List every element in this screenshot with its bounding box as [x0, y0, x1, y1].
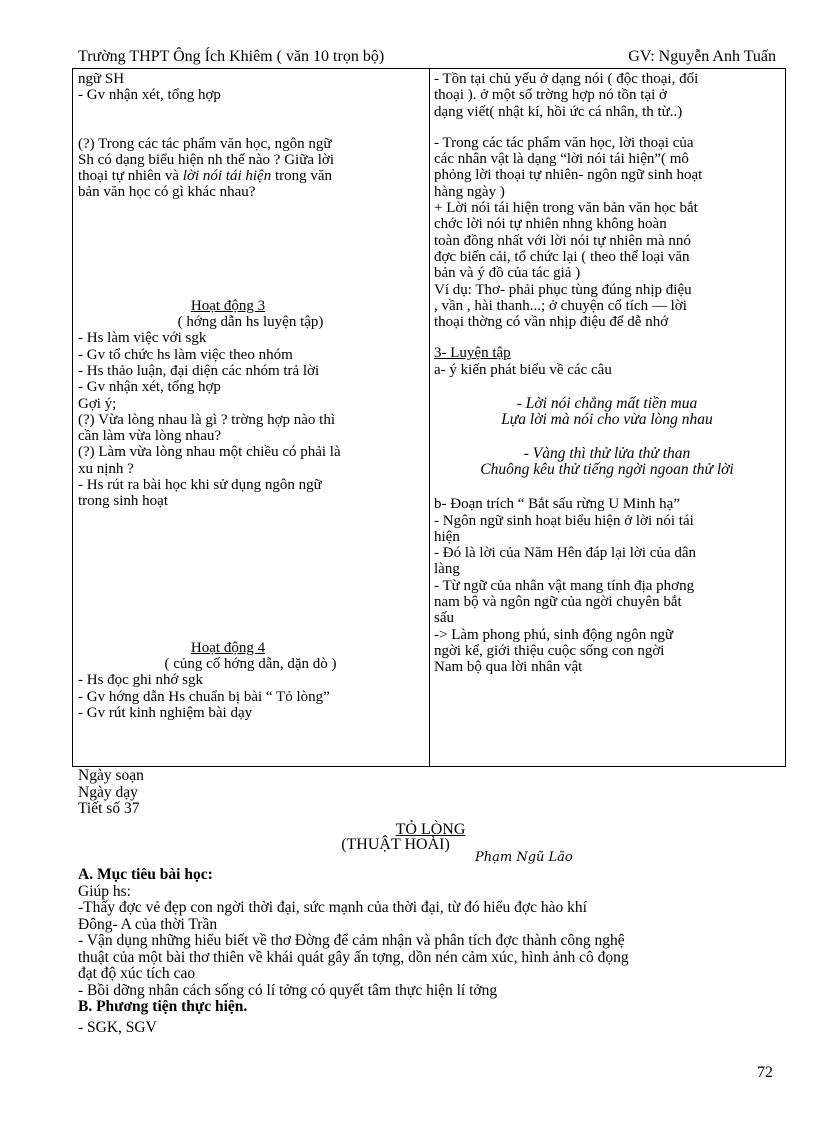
text-line: - Gv hớng dẫn Hs chuẩn bị bài “ Tỏ lòng”: [78, 688, 330, 705]
period-number: Tiết số 37: [78, 800, 140, 817]
text-line: (?) Trong các tác phẩm văn học, ngôn ngữ: [78, 135, 332, 152]
text-line: Nam bộ qua lời nhân vật: [434, 659, 583, 676]
text-line: Sh có dạng biểu hiện nh thế nào ? Giữa lời: [78, 151, 335, 168]
text-line: b- Đoạn trích “ Bắt sấu rừng U Minh hạ”: [434, 496, 680, 513]
text-part: trong văn: [271, 168, 333, 185]
text-line: sấu: [434, 610, 454, 627]
text-line: - Tồn tại chủ yếu ở dạng nói ( độc thoại, đối: [434, 71, 699, 87]
text-line: -Thấy đợc vẻ đẹp con ngời thời đại, sức mạnh của thời đại, từ đó hiểu đợc hào khí: [78, 899, 587, 916]
lesson-table: [72, 69, 786, 767]
text-line: bản văn học có gì khác nhau?: [78, 184, 256, 201]
text-line: - Hs thảo luận, đại diện các nhóm trả lời: [78, 362, 320, 379]
text-line-mixed: [78, 168, 423, 184]
activity-4-title: Hoạt động 4: [190, 639, 266, 656]
proverb-line: - Lời nói chẳng mất tiền mua: [516, 395, 698, 413]
date-prepared: Ngày soạn: [78, 767, 144, 784]
text-line: Đông- A của thời Trần: [78, 915, 218, 933]
text-line: chớc lời nói tự nhiên nhng không hoàn: [434, 216, 667, 233]
text-line: trong sinh hoạt: [78, 493, 168, 510]
text-line: các nhân vật là dạng “lời nói tái hiện”( mô: [434, 151, 689, 168]
text-line: + Lời nói tái hiện trong văn bản văn học bắt: [434, 200, 698, 217]
text-line: thuật của một bài thơ thiên về khái quát gây ấn tợng, dồn nén cảm xúc, hình ảnh cô đọng: [78, 948, 629, 966]
text-line: đợc biến cải, tổ chức lại ( theo thể loại văn: [434, 248, 690, 265]
text-line: Gợi ý;: [78, 395, 117, 412]
section-a-heading: A. Mục tiêu bài học:: [78, 866, 213, 883]
text-line: (?) Làm vừa lòng nhau một chiều có phải là: [78, 444, 341, 461]
proverb-line: Lựa lời mà nói cho vừa lòng nhau: [501, 411, 713, 429]
text-line: , vần , hài thanh...; ở chuyện cổ tích — lời: [434, 297, 687, 314]
text-line: - Gv tổ chức hs làm việc theo nhóm: [78, 346, 293, 363]
text-line: - Gv rút kinh nghiệm bài dạy: [78, 704, 253, 721]
author-name: Phạm Ngũ Lão: [475, 850, 573, 865]
text-line: - Hs rút ra bài học khi sử dụng ngôn ngữ: [78, 477, 322, 494]
page-header: [78, 48, 776, 68]
lesson-objectives: [78, 867, 778, 1036]
text-line: hàng ngày ): [434, 183, 505, 200]
title-sub: (THUẬT HOÀI): [341, 836, 450, 853]
column-divider: [429, 69, 430, 766]
page-number: 72: [757, 1064, 773, 1081]
text-line: - Hs làm việc với sgk: [78, 330, 207, 347]
text-line: - Trong các tác phẩm văn học, lời thoại của: [434, 134, 694, 151]
text-line: - Gv nhận xét, tổng hợp: [78, 379, 221, 396]
proverb-line: Chuông kêu thử tiếng ngời ngoan thử lời: [480, 460, 734, 478]
activity-4-subtitle: ( củng cố hớng dẫn, dặn dò ): [164, 655, 337, 672]
text-line: ngữ SH: [78, 71, 125, 87]
activity-3-subtitle: ( hớng dẫn hs luyện tập): [177, 314, 324, 331]
text-line: Ví dụ: Thơ- phải phục tùng đúng nhịp điệu: [434, 281, 692, 298]
teacher-activity-column: [78, 71, 423, 721]
lesson-title: [0, 822, 816, 852]
practice-heading: 3- Luyện tập: [434, 345, 511, 362]
text-line: - Ngôn ngữ sinh hoạt biểu hiện ở lời nói tái: [434, 512, 694, 529]
lesson-meta: [78, 768, 144, 818]
italic-term: lời nói tái hiện: [182, 168, 272, 185]
text-line: làng: [434, 561, 460, 578]
text-line: - SGK, SGV: [78, 1018, 157, 1036]
section-b-heading: B. Phương tiện thực hiện.: [78, 998, 248, 1015]
text-line: đạt độ xúc tích cao: [78, 965, 196, 982]
text-line: toàn đồng nhất với lời nói tự nhiên mà nnó: [434, 232, 691, 249]
text-line: - Bồi dỡng nhân cách sống có lí tởng có quyết tâm thực hiện lí tởng: [78, 981, 498, 999]
proverb-line: - Vàng thì thử lửa thử than: [523, 444, 691, 462]
text-line: - Vận dụng những hiểu biết về thơ Đờng để cảm nhận và phân tích đợc thành công nghệ: [78, 932, 625, 949]
text-line: cần làm vừa lòng nhau?: [78, 428, 222, 445]
content-column: [434, 71, 780, 676]
text-line: xu nịnh ?: [78, 460, 134, 477]
text-line: - Hs đọc ghi nhớ sgk: [78, 672, 204, 689]
header-teacher: GV: Nguyễn Anh Tuấn: [628, 48, 776, 65]
text-line: hiện: [434, 528, 460, 545]
text-line: (?) Vừa lòng nhau là gì ? trờng hợp nào thì: [78, 411, 335, 428]
text-line: nam bộ và ngôn ngữ của ngời chuyên bắt: [434, 594, 682, 611]
header-school: Trường THPT Ông Ích Khiêm ( văn 10 trọn bộ): [78, 48, 385, 65]
text-line: - Đó là lời của Năm Hên đáp lại lời của dân: [434, 545, 697, 562]
text-line: bản và ý đồ của tác giả ): [434, 265, 581, 282]
text-line: - Từ ngữ của nhân vật mang tính địa phơng: [434, 577, 695, 594]
text-line: dạng viết( nhật kí, hồi ức cá nhân, th từ..): [434, 103, 683, 120]
text-line: thoại ). ở một số trờng hợp nó tồn tại ở: [434, 87, 667, 104]
text-line: phỏng lời thoại tự nhiên- ngôn ngữ sinh hoạt: [434, 167, 703, 184]
text-line: ngời kể, giới thiệu cuộc sống con ngời: [434, 642, 665, 659]
date-taught: Ngày dạy: [78, 783, 138, 801]
text-line: -> Làm phong phú, sinh động ngôn ngữ: [434, 626, 674, 643]
activity-3-title: Hoạt động 3: [190, 297, 266, 314]
text-line: a- ý kiến phát biểu về các câu: [434, 361, 612, 378]
text-line: - Gv nhận xét, tổng hợp: [78, 87, 221, 104]
text-part: thoại tự nhiên và: [78, 168, 183, 185]
text-line: thoại thờng có vần nhịp điệu để dễ nhớ: [434, 314, 669, 331]
title-main: TỎ LÒNG: [395, 821, 466, 838]
text-line: Giúp hs:: [78, 882, 131, 900]
